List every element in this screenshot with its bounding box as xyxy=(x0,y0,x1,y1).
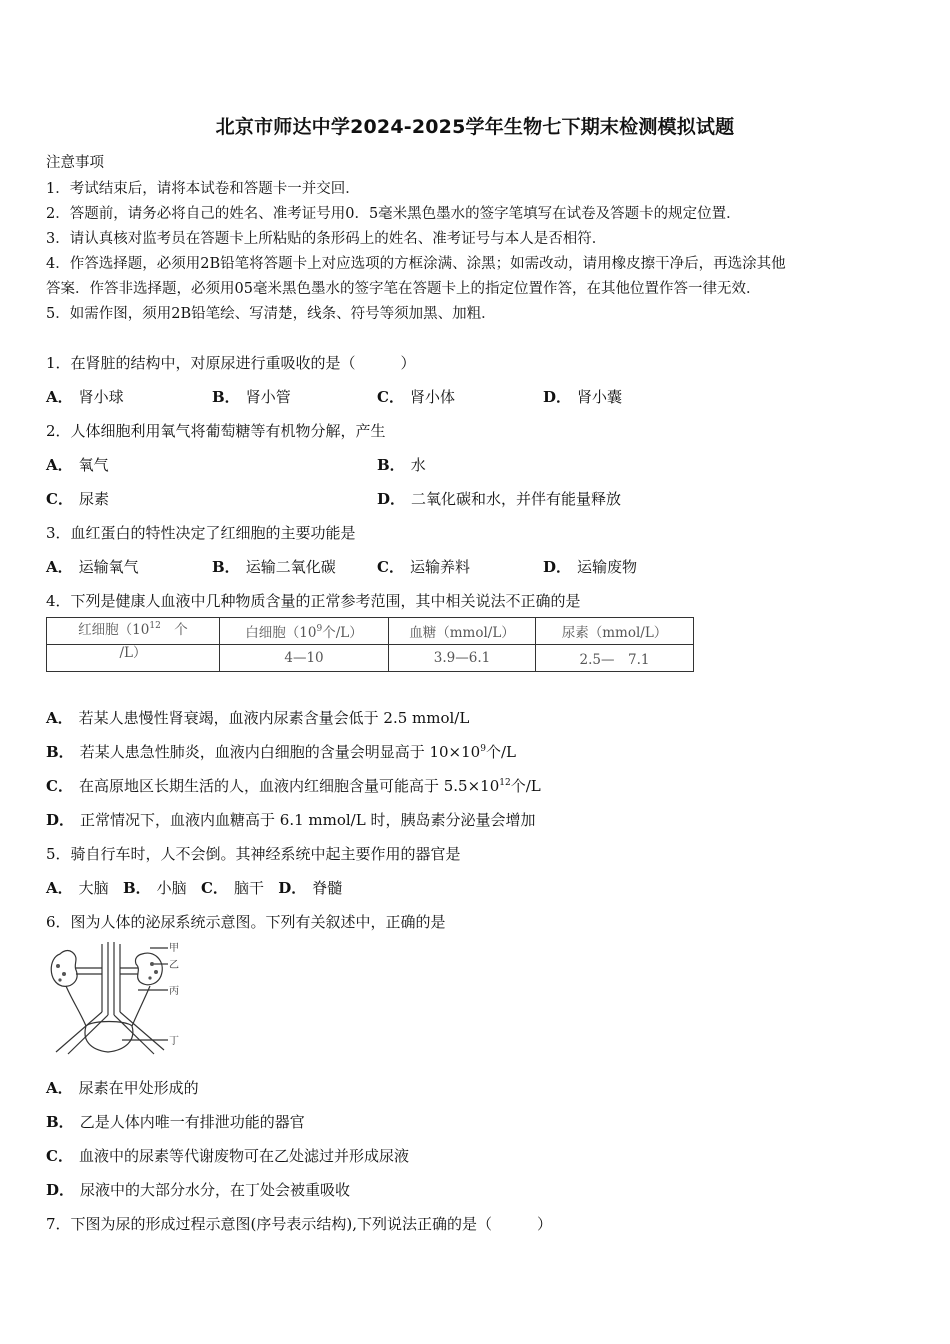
diagram-label-bing: 丙 xyxy=(169,986,179,997)
question-6-option-d: D． 尿液中的大部分水分，在丁处会被重吸收 xyxy=(46,1181,351,1199)
table-cell-glucose: 3.9—6.1 xyxy=(389,645,536,672)
page-title: 北京市师达中学2024-2025学年生物七下期末检测模拟试题 xyxy=(215,116,735,138)
note-item: 3．请认真核对监考员在答题卡上所粘贴的条形码上的姓名、准考证号与本人是否相符． xyxy=(46,231,607,247)
note-item: 答案．作答非选择题，必须用05毫米黑色墨水的签字笔在答题卡上的指定位置作答，在其他位置作答一律无效． xyxy=(46,281,761,297)
diagram-label-jia: 甲 xyxy=(169,943,179,954)
question-4-option-a: A． 若某人患慢性肾衰竭，血液内尿素含量会低于 2.5 mmol/L xyxy=(46,709,470,727)
note-item: 4．作答选择题，必须用2B铅笔将答题卡上对应选项的方框涂满、涂黑；如需改动，请用橡皮擦干净后，再选涂其他 xyxy=(46,256,786,272)
question-1-option-a: A． 肾小球 xyxy=(46,388,124,406)
question-4-stem: 4．下列是健康人血液中几种物质含量的正常参考范围，其中相关说法不正确的是 xyxy=(46,592,581,610)
table-cell-rbc xyxy=(47,645,220,672)
reference-range-table xyxy=(46,617,694,672)
right-ureter xyxy=(132,986,150,1026)
question-7-stem: 7．下图为尿的形成过程示意图(序号表示结构),下列说法正确的是（ ） xyxy=(46,1215,553,1233)
question-3-option-a: A． 运输氧气 xyxy=(46,558,139,576)
question-2-option-b: B． 水 xyxy=(377,456,426,474)
question-5-options: A． 大脑 B． 小脑 C． 脑干 D． 脊髓 xyxy=(46,879,343,897)
left-ureter xyxy=(66,986,86,1026)
diagram-label-yi: 乙 xyxy=(169,960,179,971)
question-2-option-a: A． 氧气 xyxy=(46,456,109,474)
left-kidney xyxy=(51,951,77,987)
note-item: 2．答题前，请务必将自己的姓名、准考证号用0．5毫米黑色墨水的签字笔填写在试卷及答题卡的规定位置． xyxy=(46,206,741,222)
question-1-option-c: C． 肾小体 xyxy=(377,388,455,406)
urinary-system-diagram xyxy=(46,940,186,1058)
question-6-option-b: B． 乙是人体内唯一有排泄功能的器官 xyxy=(46,1113,305,1131)
table-cell-wbc: 4—10 xyxy=(220,645,389,672)
note-item: 5．如需作图，须用2B铅笔绘、写清楚，线条、符号等须加黑、加粗． xyxy=(46,306,496,322)
question-2-option-c: C． 尿素 xyxy=(46,490,109,508)
question-1-stem: 1．在肾脏的结构中，对原尿进行重吸收的是（ ） xyxy=(46,354,416,372)
table-header-rbc: 红细胞（$10^{12}$ 个 xyxy=(47,618,220,645)
question-4-option-b: B． 若某人患急性肺炎，血液内白细胞的含量会明显高于 $10\times 10^9$个/L xyxy=(46,743,516,761)
question-6-option-a: A． 尿素在甲处形成的 xyxy=(46,1079,199,1097)
question-4-option-c: C． 在高原地区长期生活的人，血液内红细胞含量可能高于 $5.5\times 10^{12}$个/L xyxy=(46,777,541,795)
table-header-rbc-unit: /L） xyxy=(119,645,147,661)
right-kidney xyxy=(135,953,162,985)
question-3-stem: 3．血红蛋白的特性决定了红细胞的主要功能是 xyxy=(46,524,356,542)
question-3-option-c: C． 运输养料 xyxy=(377,558,470,576)
table-header-wbc: 白细胞（$10^9$个/L） xyxy=(220,618,389,645)
table-cell-urea: 2.5— 7.1 xyxy=(536,645,694,672)
question-1-option-b: B． 肾小管 xyxy=(212,388,291,406)
note-item: 1．考试结束后，请将本试卷和答题卡一并交回． xyxy=(46,181,360,197)
question-3-option-d: D． 运输废物 xyxy=(543,558,638,576)
diagram-label-ding: 丁 xyxy=(169,1036,179,1047)
question-1-option-d: D． 肾小囊 xyxy=(543,388,623,406)
question-6-option-c: C． 血液中的尿素等代谢废物可在乙处滤过并形成尿液 xyxy=(46,1147,409,1165)
question-6-stem: 6．图为人体的泌尿系统示意图。下列有关叙述中，正确的是 xyxy=(46,913,446,931)
question-2-stem: 2．人体细胞利用氧气将葡萄糖等有机物分解，产生 xyxy=(46,422,386,440)
question-4-option-d: D． 正常情况下，血液内血糖高于 6.1 mmol/L 时，胰岛素分泌量会增加 xyxy=(46,811,536,829)
table-header-glucose: 血糖（mmol/L） xyxy=(389,618,536,645)
notes-heading: 注意事项 xyxy=(46,155,104,171)
question-3-option-b: B． 运输二氧化碳 xyxy=(212,558,336,576)
question-5-stem: 5．骑自行车时，人不会倒。其神经系统中起主要作用的器官是 xyxy=(46,845,461,863)
table-header-urea: 尿素（mmol/L） xyxy=(536,618,694,645)
question-2-option-d: D． 二氧化碳和水，并伴有能量释放 xyxy=(377,490,622,508)
